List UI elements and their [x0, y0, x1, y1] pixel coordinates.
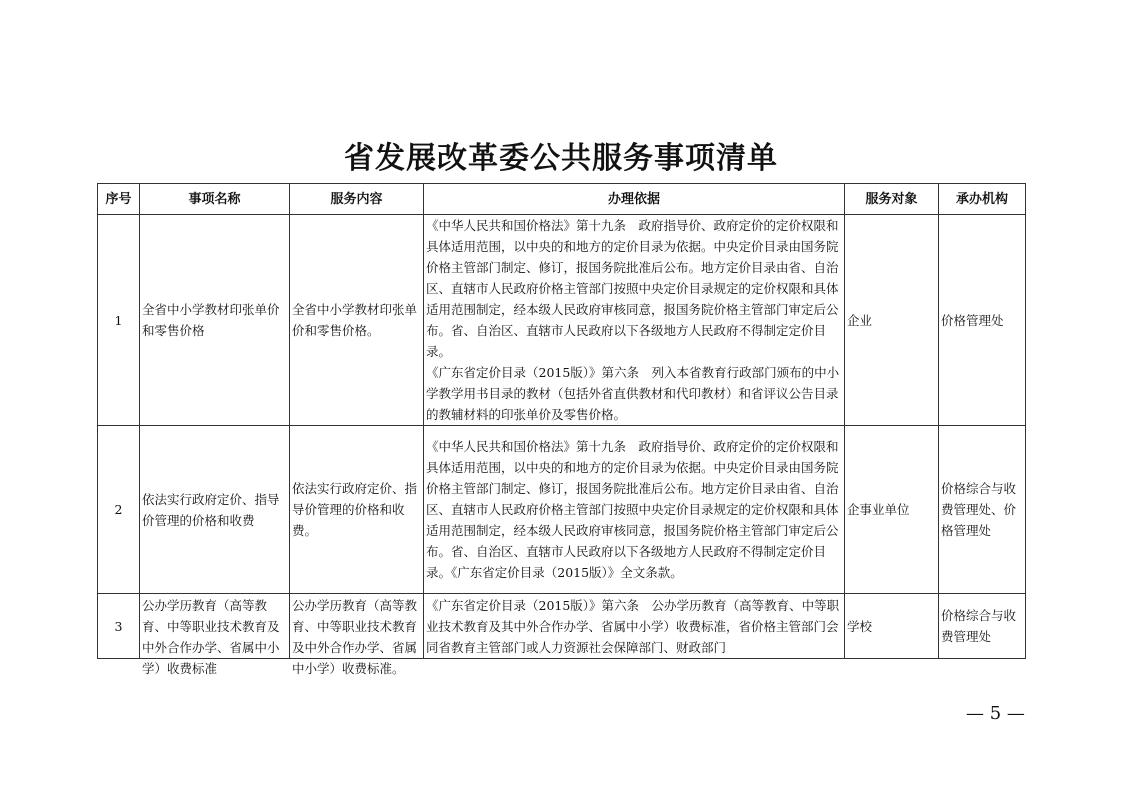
- row-agency: 价格综合与收费管理处、价格管理处: [939, 426, 1026, 594]
- basis-paragraph: 《中华人民共和国价格法》第十九条 政府指导价、政府定价的定价权限和具体适用范围，以中央的和地方的定价目录为依据。中央定价目录由国务院价格主管部门制定、修订，报国务院批准后公布。地方定价目录由省、自治区、直辖市人民政府价格主管部门按照中央定价目录规定的定价权限和具体适用范围制定，经本级人民政府审核同意，报国务院价格主管部门审定后公布。省、自治区、直辖市人民政府以下各级地方人民政府不得制定定价目录。: [426, 218, 839, 359]
- row-content: 依法实行政府定价、指导价管理的价格和收费。: [290, 426, 424, 594]
- header-content: 服务内容: [290, 184, 424, 215]
- row-content: 全省中小学教材印张单价和零售价格。: [290, 215, 424, 426]
- header-name: 事项名称: [140, 184, 290, 215]
- row-name: [140, 594, 290, 676]
- row-basis: [424, 215, 845, 426]
- table-header-row: [98, 184, 1026, 215]
- service-items-table: [97, 183, 1026, 676]
- row-name: 依法实行政府定价、指导价管理的价格和收费: [140, 426, 290, 594]
- page-title: 省发展改革委公共服务事项清单: [344, 141, 778, 176]
- table-row: [98, 594, 1026, 659]
- row-no: 1: [98, 215, 140, 426]
- row-content: [290, 594, 424, 676]
- header-target: 服务对象: [845, 184, 939, 215]
- table-row: [98, 215, 1026, 426]
- header-agency: 承办机构: [939, 184, 1026, 215]
- basis-paragraph: 《广东省定价目录（2015版）》第六条 列入本省教育行政部门颁布的中小学教学用书目录的教材（包括外省直供教材和代印教材）和省评议公告目录的教辅材料的印张单价及零售价格。: [426, 365, 840, 422]
- row-no: 3: [98, 594, 140, 659]
- row-target: 企业: [845, 215, 939, 426]
- header-basis: 办理依据: [424, 184, 845, 215]
- row-content-text: 公办学历教育（高等教育、中等职业技术教育及中外合作办学、省属中小学）收费标准。: [292, 597, 418, 676]
- row-basis: [424, 594, 845, 659]
- row-agency: 价格管理处: [939, 215, 1026, 426]
- row-agency: 价格综合与收费管理处: [939, 594, 1026, 659]
- row-no: 2: [98, 426, 140, 594]
- table-row: [98, 426, 1026, 594]
- row-target: 学校: [845, 594, 939, 659]
- row-name-text: 公办学历教育（高等教育、中等职业技术教育及中外合作办学、省属中小学）收费标准: [142, 597, 280, 676]
- basis-paragraph: 《中华人民共和国价格法》第十九条 政府指导价、政府定价的定价权限和具体适用范围，以中央的和地方的定价目录为依据。中央定价目录由国务院价格主管部门制定、修订，报国务院批准后公布。地方定价目录由省、自治区、直辖市人民政府价格主管部门按照中央定价目录规定的定价权限和具体适用范围制定，经本级人民政府审核同意，报国务院价格主管部门审定后公布。省、自治区、直辖市人民政府以下各级地方人民政府不得制定定价目录。《广东省定价目录（2015版）》全文条款。: [426, 439, 839, 580]
- row-name: 全省中小学教材印张单价和零售价格: [140, 215, 290, 426]
- basis-paragraph: 《广东省定价目录（2015版）》第六条 公办学历教育（高等教育、中等职业技术教育及其中外合作办学、省属中小学）收费标准，省价格主管部门会同省教育主管部门或人力资源社会保障部门、财政部门: [426, 597, 840, 655]
- page-number: — 5 —: [966, 703, 1025, 724]
- row-target: 企事业单位: [845, 426, 939, 594]
- row-basis: [424, 426, 845, 594]
- header-no: 序号: [98, 184, 140, 215]
